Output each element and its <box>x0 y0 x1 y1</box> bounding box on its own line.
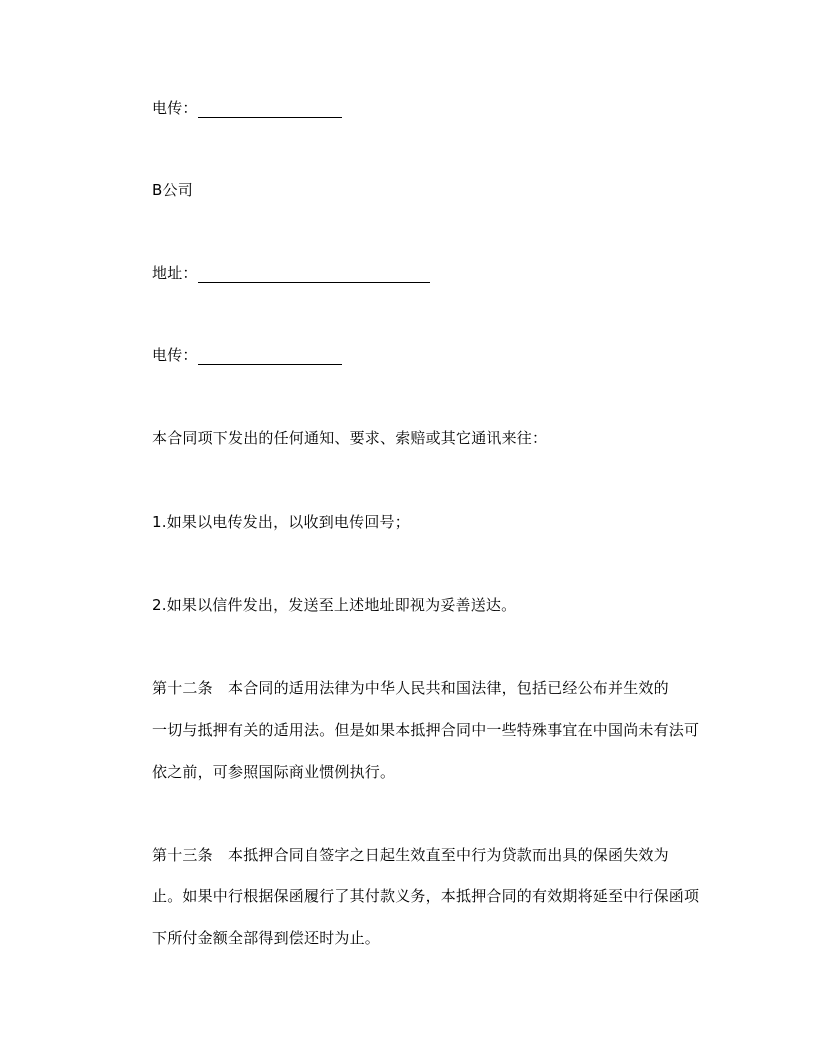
party-b-fax-blank[interactable] <box>198 349 342 365</box>
notice-item-2: 2.如果以信件发出，发送至上述地址即视为妥善送达。 <box>152 596 517 614</box>
article-12-line-2: 一切与抵押有关的适用法。但是如果本抵押合同中一些特殊事宜在中国尚未有法可 <box>152 721 700 739</box>
party-b-name: B公司 <box>152 181 193 199</box>
party-b-address-row <box>152 263 430 283</box>
notice-intro: 本合同项下发出的任何通知、要求、索赔或其它通讯来往： <box>152 429 548 447</box>
article-12-line-1: 第十二条 本合同的适用法律为中华人民共和国法律，包括已经公布并生效的 <box>152 679 669 697</box>
article-13-line-1: 第十三条 本抵押合同自签字之日起生效直至中行为贷款而出具的保函失效为 <box>152 846 669 864</box>
party-a-fax-row <box>152 98 342 118</box>
party-b-address-label: 地址： <box>152 264 198 282</box>
party-a-fax-label: 电传： <box>152 99 198 117</box>
party-a-fax-blank[interactable] <box>198 102 342 118</box>
party-b-fax-label: 电传： <box>152 346 198 364</box>
article-12-line-3: 依之前，可参照国际商业惯例执行。 <box>152 763 396 781</box>
party-b-address-blank[interactable] <box>198 267 430 283</box>
notice-item-1: 1.如果以电传发出，以收到电传回号； <box>152 513 410 531</box>
article-13-line-3: 下所付金额全部得到偿还时为止。 <box>152 929 381 947</box>
article-13-line-2: 止。如果中行根据保函履行了其付款义务，本抵押合同的有效期将延至中行保函项 <box>152 887 700 905</box>
party-b-fax-row <box>152 345 342 365</box>
